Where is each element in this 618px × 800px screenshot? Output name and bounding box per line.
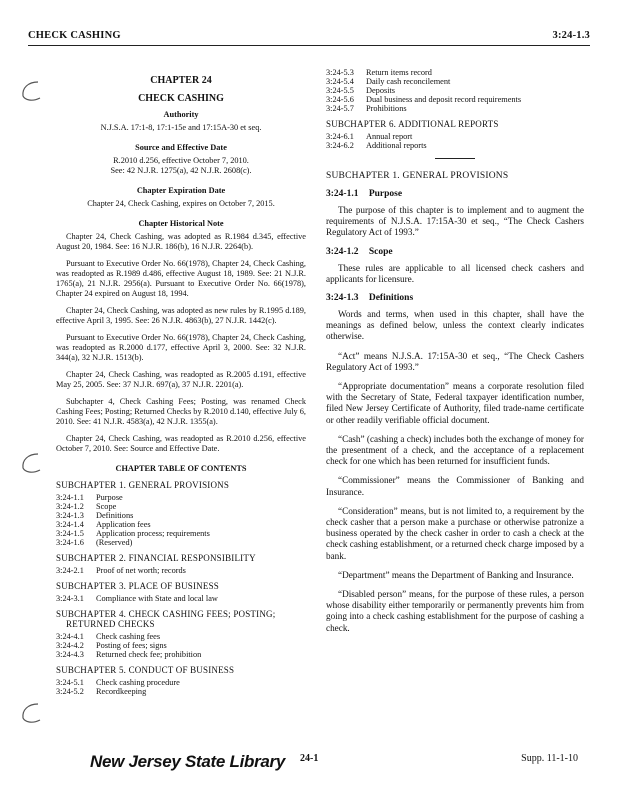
expiration-heading: Chapter Expiration Date: [136, 186, 226, 195]
section-title: Purpose: [368, 189, 403, 199]
toc-row: 3:24-1.6 (Reserved): [56, 538, 133, 547]
definition-paragraph: “Disabled person” means, for the purpose of these rules, a person whose disability either temporarily or permanently prevents him from going into a check cashing establishment for the purpose of cashing a check.: [326, 589, 584, 633]
subchapter-heading: SUBCHAPTER 1. GENERAL PROVISIONS: [326, 171, 509, 181]
section-heading: [326, 189, 584, 199]
history-heading: Chapter Historical Note: [138, 219, 224, 228]
header-section: 3:24-1.3: [552, 30, 590, 41]
source-line: R.2010 d.256, effective October 7, 2010.: [113, 156, 249, 165]
definition-paragraph: “Appropriate documentation” means a corporate resolution filed with the Secretary of State, Federal taxpayer identification number, filed New Jersey Certificate of Authority, filed trade-name certificate or other readily verifiable official document.: [326, 381, 584, 425]
section-number: 3:24-1.3: [326, 293, 359, 304]
history-note: Chapter 24, Check Cashing, was adopted as R.1984 d.345, effective August 20, 1984. See: 16 N.J.R. 186(b), 16 N.J.R. 2264(b).: [56, 232, 306, 251]
toc-subchapter-cont: RETURNED CHECKS: [66, 619, 155, 629]
toc-row: 3:24-5.6 Dual business and deposit record requirements: [326, 95, 522, 104]
supplement-date: Supp. 11-1-10: [521, 753, 578, 764]
punch-hole-mark-icon: [18, 78, 44, 104]
toc-subchapter: SUBCHAPTER 5. CONDUCT OF BUSINESS: [56, 665, 235, 675]
history-note: Chapter 24, Check Cashing, was readopted as R.2010 d.256, effective October 7, 2010. See: Source and Effective Date.: [56, 434, 306, 453]
toc-row: 3:24-5.2 Recordkeeping: [56, 687, 147, 696]
toc-row: 3:24-5.4 Daily cash reconcilement: [326, 77, 451, 86]
chapter-title: CHECK CASHING: [138, 93, 224, 104]
section-text: The purpose of this chapter is to implement and to augment the requirements of N.J.S.A. 17:15A-30 et seq., “The Check Cashers Regulatory Act of 1993.”: [326, 205, 584, 238]
authority-text: N.J.S.A. 17:1-8, 17:1-15e and 17:15A-30 et seq.: [100, 123, 262, 132]
toc-subchapter: SUBCHAPTER 1. GENERAL PROVISIONS: [56, 480, 230, 490]
definition-paragraph: “Consideration” means, but is not limited to, a requirement by the check casher that a person make a purchase or otherwise patronize a business operated by the check casher in order to cash a check at the check cashing establishment, or a returned check charge imposed by a bank.: [326, 505, 584, 561]
expiration-text: Chapter 24, Check Cashing, expires on October 7, 2015.: [87, 199, 275, 208]
toc-row: 3:24-3.1 Compliance with State and local law: [56, 594, 218, 603]
header-rule: [28, 45, 590, 46]
history-note: Chapter 24, Check Cashing, was readopted as R.2005 d.191, effective May 25, 2005. See: 37 N.J.R. 697(a), 37 N.J.R. 2201(a).: [56, 370, 306, 389]
toc-subchapter: SUBCHAPTER 2. FINANCIAL RESPONSIBILITY: [56, 553, 256, 563]
toc-row: 3:24-4.1 Check cashing fees: [56, 632, 161, 641]
toc-subchapter: SUBCHAPTER 3. PLACE OF BUSINESS: [56, 581, 219, 591]
punch-hole-mark-icon: [18, 700, 44, 726]
toc-row: 3:24-1.1 Purpose: [56, 493, 123, 502]
toc-row: 3:24-5.7 Prohibitions: [326, 104, 407, 113]
toc-row: 3:24-5.1 Check cashing procedure: [56, 678, 180, 687]
history-note: Pursuant to Executive Order No. 66(1978), Chapter 24, Check Cashing, was readopted as R.2000 d.177, effective April 3, 2000. See: 32 N.J.R. 344(a), 32 N.J.R. 1513(b).: [56, 333, 306, 362]
toc-row: 3:24-5.5 Deposits: [326, 86, 396, 95]
history-note: Subchapter 4, Check Cashing Fees; Posting, was renamed Check Cashing Fees; Posting; Returned Checks by R.2010 d.140, effective July 6, 2010. See: 41 N.J.R. 4583(a), 42 N.J.R. 1355(a).: [56, 397, 306, 426]
page-number: 24-1: [300, 753, 319, 764]
section-title: Definitions: [368, 293, 414, 304]
section-heading: [326, 247, 584, 257]
toc-list: [56, 493, 210, 547]
source-heading: Source and Effective Date: [135, 143, 227, 152]
source-line: See: 42 N.J.R. 1275(a), 42 N.J.R. 2608(c).: [110, 166, 252, 175]
toc-list: [56, 566, 186, 575]
section-number: 3:24-1.2: [326, 246, 359, 257]
history-note: Chapter 24, Check Cashing, was adopted as new rules by R.1995 d.189, effective April 3, 1995. See: 26 N.J.R. 4863(b), 27 N.J.R. 1442(c).: [56, 306, 306, 325]
section-text: These rules are applicable to all licensed check cashers and applicants for licensure.: [326, 262, 584, 284]
toc-row: 3:24-2.1 Proof of net worth; records: [56, 566, 186, 575]
toc-row: 3:24-6.2 Additional reports: [326, 141, 427, 150]
authority-heading: Authority: [163, 110, 199, 119]
toc-list: [56, 678, 180, 696]
definition-paragraph: “Act” means N.J.S.A. 17:15A-30 et seq., “The Check Cashers Regulatory Act of 1993.”: [326, 350, 584, 372]
toc-row: 3:24-1.2 Scope: [56, 502, 117, 511]
running-header: [28, 30, 590, 44]
chapter-number: CHAPTER 24: [150, 75, 212, 86]
section-number: 3:24-1.1: [326, 189, 359, 199]
toc-list: [56, 594, 218, 603]
toc-list-continued: [326, 68, 521, 113]
toc-list: [56, 632, 201, 659]
toc-subchapter: SUBCHAPTER 6. ADDITIONAL REPORTS: [326, 119, 499, 129]
toc-heading: CHAPTER TABLE OF CONTENTS: [115, 464, 247, 473]
definition-paragraph: “Cash” (cashing a check) includes both the exchange of money for the presentment of a check, and the acceptance of a replacement check for one which has been returned for insufficient funds.: [326, 433, 584, 467]
history-note: Pursuant to Executive Order No. 66(1978), Chapter 24, Check Cashing, was readopted as R.1989 d.486, effective August 18, 1989. See: 21 N.J.R. 1765(a), 21 N.J.R. 2956(a). Pursuant to Executive Order No. 66(1978), Chapter 24 expired on August 18, 1994.: [56, 259, 306, 298]
right-column: [326, 68, 584, 642]
toc-row: 3:24-4.3 Returned check fee; prohibition: [56, 650, 202, 659]
toc-row: 3:24-6.1 Annual report: [326, 132, 413, 141]
left-column: [56, 68, 306, 702]
library-logo: New Jersey State Library: [90, 752, 286, 771]
definition-paragraph: Words and terms, when used in this chapter, shall have the meanings as defined below, unless the context clearly indicates otherwise.: [326, 309, 584, 342]
toc-row: 3:24-1.4 Application fees: [56, 520, 151, 529]
toc-row: 3:24-1.5 Application process; requirements: [56, 529, 210, 538]
toc-row: 3:24-5.3 Return items record: [326, 68, 432, 77]
toc-list: [326, 132, 427, 150]
section-title: Scope: [368, 246, 393, 257]
section-divider: [435, 158, 475, 159]
toc-subchapter: SUBCHAPTER 4. CHECK CASHING FEES; POSTING;: [56, 609, 276, 619]
section-heading: [326, 293, 584, 303]
definition-paragraph: “Department” means the Department of Banking and Insurance.: [338, 569, 574, 580]
toc-row: 3:24-1.3 Definitions: [56, 511, 134, 520]
definition-paragraph: “Commissioner” means the Commissioner of Banking and Insurance.: [326, 475, 584, 497]
header-title: CHECK CASHING: [28, 30, 121, 41]
toc-row: 3:24-4.2 Posting of fees; signs: [56, 641, 167, 650]
punch-hole-mark-icon: [18, 450, 44, 476]
